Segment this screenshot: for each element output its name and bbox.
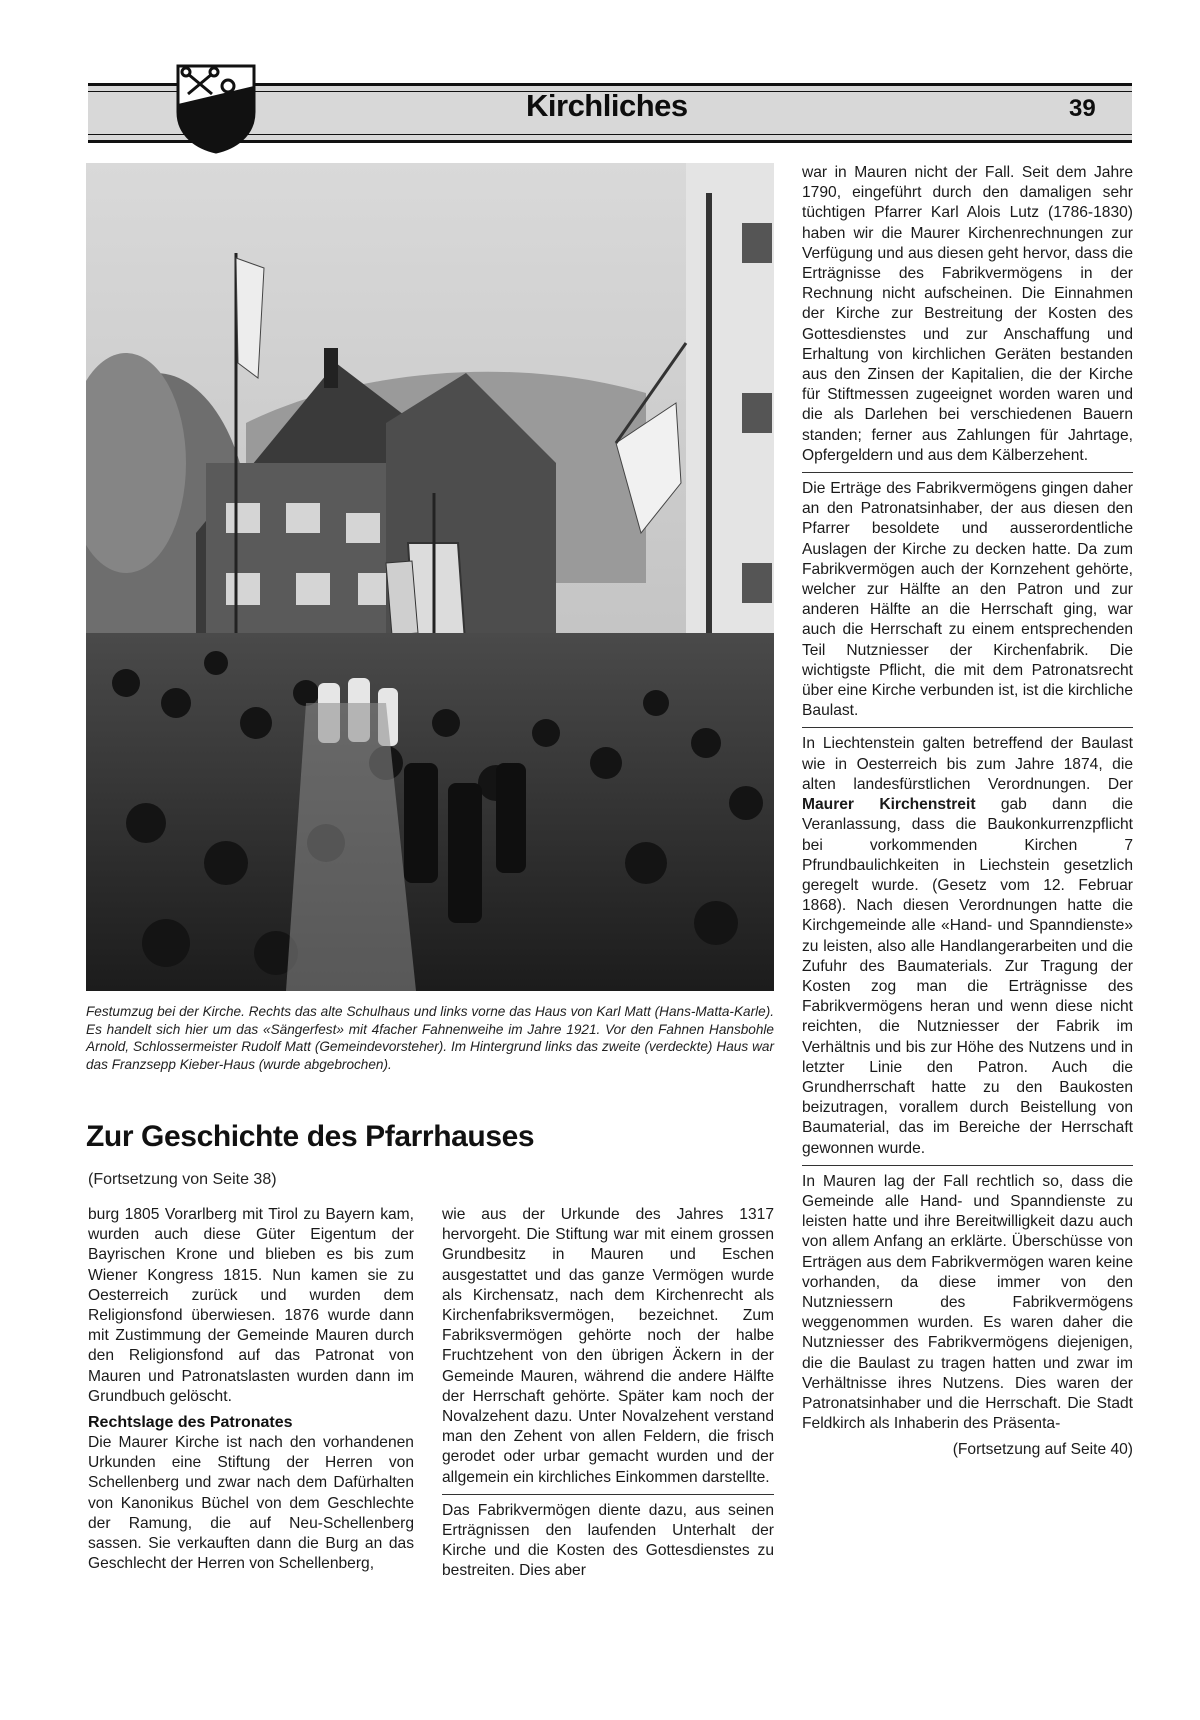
paragraph: war in Mauren nicht der Fall. Seit dem Jahre 1790, eingeführt durch den damaligen sehr tüchtigen Pfarrer Karl Alois Lutz (1786-1830) haben wir die Maurer Kirchenrechnungen zur Verfügung und aus diesen geht hervor, dass die Erträgnisse des Fabrikvermögens in der Rechnung nicht aufscheinen. Die Einnahmen der Kirche zur Bestreitung der Kosten des Gottesdienstes und zur Anschaffung und Erhaltung von kirchlichen Geräten bestanden aus den Zinsen der Kapitalien, die der Kirche für Stiftmessen zugeeignet worden waren und die als Darlehen bei verschiedenen Bauern standen; ferner aus Zahlungen für Jahrtage, Opfergeldern und aus dem Kälberzehent. bbox=[802, 164, 1133, 464]
paragraph: Die Maurer Kirche ist nach den vorhandenen Urkunden eine Stiftung der Herren von Schellenberg und zwar nach dem Dafürhalten von Kanonikus Büchel von dem Geschlechte der Ramung, die auf Neu-Schellenberg sassen. Sie verkauften dann die Burg an das Geschlecht der Herren von Schellenberg, bbox=[88, 1434, 414, 1573]
text-run: gab dann die Veranlassung, dass die Baukonkurrenzpflicht bei vorkommenden Kirchen 7 Pfrundbaulichkeiten in Liechstein gesetzlich geregelt wurde. (Gesetz vom 12. Februar 1868). Nach diesen Verordnungen hatte die Kirchgemeinde alle «Hand- und Spanndienste» zu leisten, also alle Handlangerarbeiten und die Zufuhr des Baumaterials. Zur Tragung der Kosten zog man die Erträgnisse des Fabrikvermögens heran und wenn diese nicht reichten, die Nutzniesser der Fabrik im Verhältnis und bis zur Höhe des Nutzens und in letzter Linie den Patron. Auch die Grundherrschaft hatte zu den Baukosten beizutragen, vorallem durch Beistellung von Baumaterial, das im Bereiche der Herrschaft gewonnen wurde. bbox=[802, 796, 1133, 1157]
bold-term: Maurer Kirchenstreit bbox=[802, 796, 976, 814]
article-title: Zur Geschichte des Pfarrhauses bbox=[86, 1120, 535, 1153]
photo-caption: Festumzug bei der Kirche. Rechts das alte Schulhaus und links vorne das Haus von Karl Matt (Hans-Matta-Karle). Es handelt sich hier um das «Sängerfest» mit 4facher Fahnenweihe im Jahre 1921. Vor den Fahnen Hansbohle Arnold, Schlossermeister Rudolf Matt (Gemeindevorsteher). Im Hintergrund links das zweite (verdeckte) Haus war das Franzsepp Kieber-Haus (wurde abgebrochen). bbox=[86, 1004, 774, 1072]
text-column-middle bbox=[442, 1205, 774, 1588]
paragraph: wie aus der Urkunde des Jahres 1317 hervorgeht. Die Stiftung war mit einem grossen Grundbesitz in Mauren und Eschen ausgestattet und das ganze Vermögen wurde als Kirchensatz, nach dem Kirchenrecht als Kirchenfabriksvermögen, bezeichnet. Zum Fabriksvermögen gehörte noch der halbe Fruchtzehent von den übrigen Äckern in der Gemeinde Mauren, während die andere Hälfte der Herrschaft gehörte. Später kam noch der Novalzehent dazu. Unter Novalzehent verstand man den Zehent von allen Feldern, die frisch gerodet oder urbar gemacht wurden und der allgemein ein kirchliches Einkommen darstellte. bbox=[442, 1206, 774, 1486]
paragraph: Die Erträge des Fabrikvermögens gingen daher an den Patronatsinhaber, der aus diesen den Pfarrer besoldete und ausserordentliche Auslagen der Kirche zu decken hatte. Da zum Fabrikvermögen auch der Kornzehent gehörte, welcher zur Hälfte an den Patron und zur anderen Hälfte an die Herrschaft ging, war auch die Herrschaft zu einem entsprechenden Teil Nutzniesser der Kirchenfabrik. Die wichtigste Pflicht, die mit dem Patronatsrecht über eine Kirche verbunden ist, ist die kirchliche Baulast. bbox=[802, 480, 1133, 720]
subheading: Rechtslage des Patronates bbox=[88, 1414, 293, 1432]
paragraph: burg 1805 Vorarlberg mit Tirol zu Bayern kam, wurden auch diese Güter Eigentum der Bayrischen Krone und blieben es bis zum Wiener Kongress 1815. Nun kamen sie zu Oesterreich zurück und wurden dem Religionsfond überwiesen. 1876 wurde dann mit Zustimmung der Gemeinde Mauren durch den Religionsfond auf das Patronat von Mauren und Patronatslasten wurden dann im Grundbuch gelöscht. bbox=[88, 1206, 414, 1405]
paragraph: Das Fabrikvermögen diente dazu, aus seinen Erträgnissen den laufenden Unterhalt der Kirche und die Kosten des Gottesdienstes zu bestreiten. Dies aber bbox=[442, 1501, 774, 1580]
text-column-right bbox=[802, 163, 1133, 1461]
text-run: In Liechtenstein galten betreffend der Baulast wie in Oesterreich bis zum Jahre 1874, die alten landesfürstlichen Verordnungen. Der bbox=[802, 735, 1133, 793]
page-number: 39 bbox=[1069, 95, 1096, 122]
paragraph-divider bbox=[802, 1165, 1133, 1166]
paragraph: In Mauren lag der Fall rechtlich so, dass die Gemeinde alle Hand- und Spanndienste zu leisten hatte und ihre Bereitwilligkeit dazu auch von allem Anfang an erklärte. Überschüsse von Erträgen aus dem Fabrikvermögen waren keine vorhanden, da diese immer von den Nutzniessern des Fabrikvermögens weggenommen wurden. Es waren daher die Nutzniesser des Fabrikvermögens diejenigen, die die Baulast zu tragen hatten und zwar im Verhältnisse ihres Nutzens. Dies waren der Patronatsinhaber und die Herrschaft. Die Stadt Feldkirch als Inhaberin des Präsenta- bbox=[802, 1172, 1133, 1433]
continued-from-note: (Fortsetzung von Seite 38) bbox=[88, 1171, 277, 1188]
paragraph-divider bbox=[802, 727, 1133, 728]
text-column-left bbox=[88, 1205, 414, 1580]
continued-on-note: (Fortsetzung auf Seite 40) bbox=[952, 1441, 1133, 1459]
paragraph-divider bbox=[802, 472, 1133, 473]
paragraph-kirchenstreit bbox=[802, 734, 1133, 1158]
paragraph-divider bbox=[442, 1494, 774, 1495]
coat-of-arms-icon bbox=[176, 64, 256, 154]
section-title: Kirchliches bbox=[526, 88, 688, 123]
festival-procession-photo bbox=[86, 163, 774, 991]
